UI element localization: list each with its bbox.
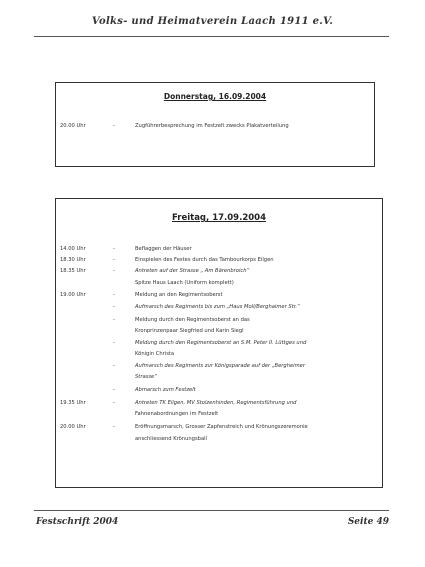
thursday-heading: Donnerstag, 16.09.2004 <box>163 92 267 101</box>
header-divider <box>34 36 389 37</box>
row-text: Fahnenabordnungen im Festzelt <box>135 411 219 417</box>
row-dash: - <box>113 387 115 393</box>
row-dash: - <box>113 268 115 274</box>
row-text: Aufmarsch des Regiments zur Königsparade auf der „Bergheimer <box>135 363 305 369</box>
row-text: Aufmarsch des Regiments bis zum „Haus Moll/Berghaimer Str.“ <box>135 304 300 310</box>
row-text: Spitze Haus Laach (Uniform komplett) <box>135 280 234 286</box>
row-dash: - <box>113 424 115 430</box>
row-text: Strasse“ <box>135 374 157 380</box>
row-text: Antreten auf der Strasse „ Am Bärenbroich“ <box>135 268 250 274</box>
row-dash: - <box>113 123 115 129</box>
row-dash: - <box>113 304 115 310</box>
row-dash: - <box>113 400 115 406</box>
row-dash: - <box>113 363 115 369</box>
row-text: Einspielen des Festes durch das Tambourkorps Eilgen <box>135 257 274 263</box>
friday-heading: Freitag, 17.09.2004 <box>172 213 266 223</box>
row-dash: - <box>113 292 115 298</box>
row-dash: - <box>113 257 115 263</box>
row-time: 19.00 Uhr <box>60 292 86 298</box>
row-text: Antreten TK Eilgen, MV Stolzenhinden, Regimentsführung und <box>135 400 297 406</box>
thursday-schedule-box <box>55 82 375 167</box>
row-dash: - <box>113 340 115 346</box>
row-time: 19.35 Uhr <box>60 400 86 406</box>
row-time: 20.00 Uhr <box>60 123 86 129</box>
row-text: Abmarsch zum Festzelt <box>135 387 196 393</box>
row-time: 18.30 Uhr <box>60 257 86 263</box>
row-text: Königin Christa <box>135 351 175 357</box>
row-text: Meldung an den Regimentsoberst <box>135 292 223 298</box>
row-text: Meldung durch den Regimentsoberst an das <box>135 317 250 323</box>
footer-page-number: Seite 49 <box>347 517 389 527</box>
row-time: 18.35 Uhr <box>60 268 86 274</box>
row-text: Zugführerbesprechung im Festzelt zwecks Plakatverteilung <box>135 123 289 129</box>
footer-divider <box>34 510 389 511</box>
row-text: Beflaggen der Häuser <box>135 246 192 252</box>
page-header-title: Volks- und Heimatverein Laach 1911 e.V. <box>91 16 334 27</box>
row-text: Meldung durch den Regimentsoberst an S.M. Peter II. Lüttges und <box>135 340 307 346</box>
row-dash: - <box>113 246 115 252</box>
row-text: Kronprinzenpaar Siegfried und Karin Siegl <box>135 328 244 334</box>
row-time: 20.00 Uhr <box>60 424 86 430</box>
row-text: anschliessend Krönungsball <box>135 436 208 442</box>
friday-schedule-box <box>55 198 383 488</box>
row-text: Eröffnungsmarsch, Grosser Zapfenstreich und Krönungszeremonie <box>135 424 308 430</box>
row-dash: - <box>113 317 115 323</box>
row-time: 14.00 Uhr <box>60 246 86 252</box>
footer-publication: Festschrift 2004 <box>36 517 119 527</box>
